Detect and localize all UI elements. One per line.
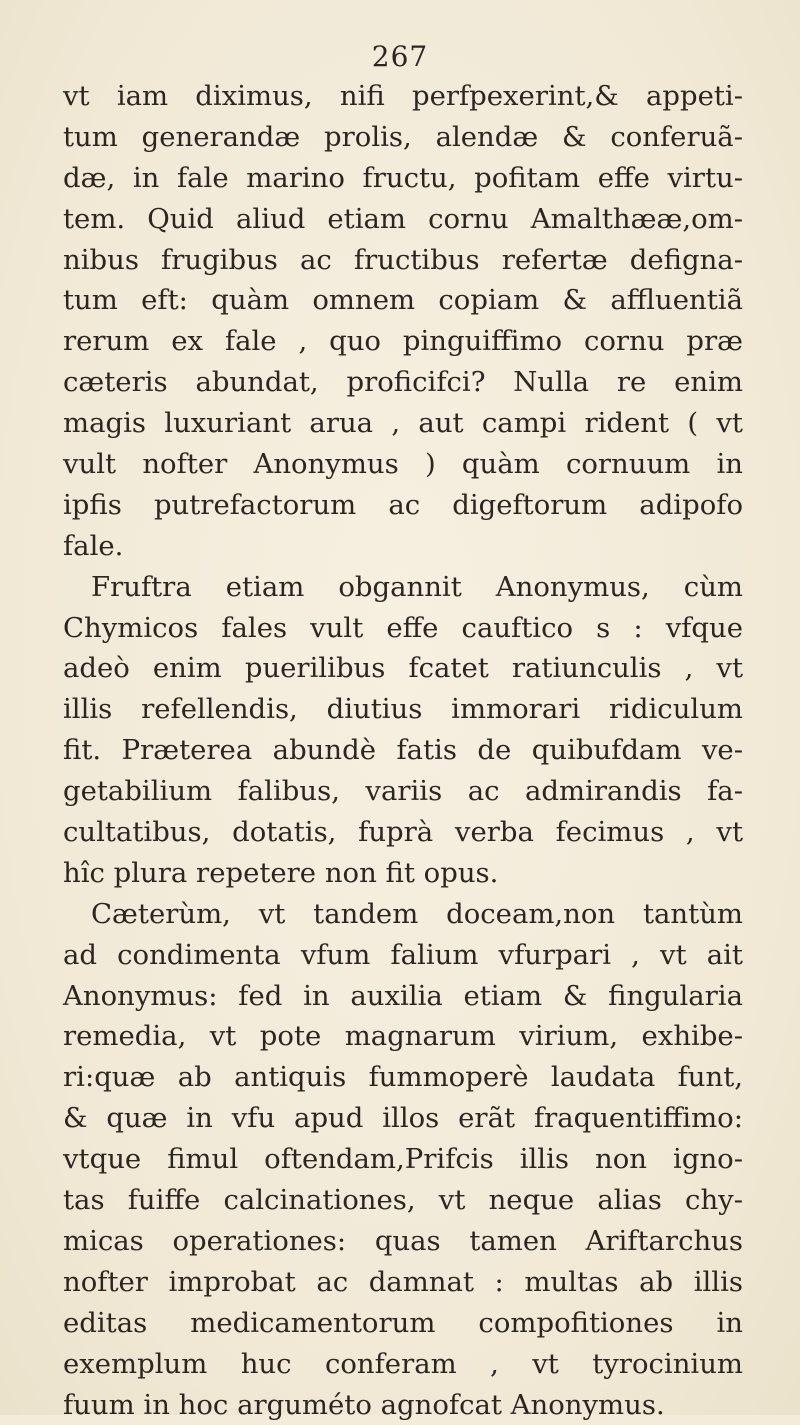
paragraph-end-line: fale. bbox=[63, 526, 743, 567]
text-line: tum generandæ prolis, alendæ & conferuã- bbox=[63, 117, 743, 158]
page-number: 267 bbox=[0, 40, 800, 73]
page-body-text bbox=[63, 76, 743, 1425]
text-line: & quæ in vfu apud illos erãt fraquentiffimo: bbox=[63, 1098, 743, 1139]
text-line: remedia, vt pote magnarum virium, exhibe- bbox=[63, 1016, 743, 1057]
text-line: cæteris abundat, proficifci? Nulla re enim bbox=[63, 362, 743, 403]
text-line: fuum in hoc arguméto agnofcat Anonymus. bbox=[63, 1385, 743, 1425]
text-line: magis luxuriant arua , aut campi rident ( vt bbox=[63, 403, 743, 444]
text-line: micas operationes: quas tamen Ariftarchus bbox=[63, 1221, 743, 1262]
paragraph-start-line: Fruftra etiam obgannit Anonymus, cùm bbox=[63, 567, 743, 608]
text-line: ri:quæ ab antiquis fummoperè laudata funt, bbox=[63, 1057, 743, 1098]
text-line: getabilium falibus, variis ac admirandis fa- bbox=[63, 771, 743, 812]
text-line: cultatibus, dotatis, fuprà verba fecimus , vt bbox=[63, 812, 743, 853]
text-line: rerum ex fale , quo pinguiffimo cornu præ bbox=[63, 321, 743, 362]
text-line: tas fuiffe calcinationes, vt neque alias chy- bbox=[63, 1180, 743, 1221]
text-line: tem. Quid aliud etiam cornu Amalthææ,om- bbox=[63, 199, 743, 240]
text-line: nibus frugibus ac fructibus refertæ defigna- bbox=[63, 240, 743, 281]
paragraph-start-line: Cæterùm, vt tandem doceam,non tantùm bbox=[63, 894, 743, 935]
text-line: nofter improbat ac damnat : multas ab illis bbox=[63, 1262, 743, 1303]
text-line: vt iam diximus, nifi perfpexerint,& appeti- bbox=[63, 76, 743, 117]
text-line: editas medicamentorum compofitiones in bbox=[63, 1303, 743, 1344]
text-line: vult nofter Anonymus ) quàm cornuum in bbox=[63, 444, 743, 485]
text-line: tum eft: quàm omnem copiam & affluentiã bbox=[63, 280, 743, 321]
text-line: ad condimenta vfum falium vfurpari , vt ait bbox=[63, 935, 743, 976]
text-line: vtque fimul oftendam,Prifcis illis non igno- bbox=[63, 1139, 743, 1180]
text-line: dæ, in fale marino fructu, pofitam effe virtu- bbox=[63, 158, 743, 199]
text-line: illis refellendis, diutius immorari ridiculum bbox=[63, 689, 743, 730]
text-line: ipfis putrefactorum ac digeftorum adipofo bbox=[63, 485, 743, 526]
text-line: Anonymus: fed in auxilia etiam & fingularia bbox=[63, 976, 743, 1017]
text-line: adeò enim puerilibus fcatet ratiunculis , vt bbox=[63, 648, 743, 689]
text-line: Chymicos fales vult effe cauftico s : vfque bbox=[63, 608, 743, 649]
text-line: exemplum huc conferam , vt tyrocinium bbox=[63, 1344, 743, 1385]
paragraph-end-line: hîc plura repetere non fit opus. bbox=[63, 853, 743, 894]
text-line: fit. Præterea abundè fatis de quibufdam ve- bbox=[63, 730, 743, 771]
